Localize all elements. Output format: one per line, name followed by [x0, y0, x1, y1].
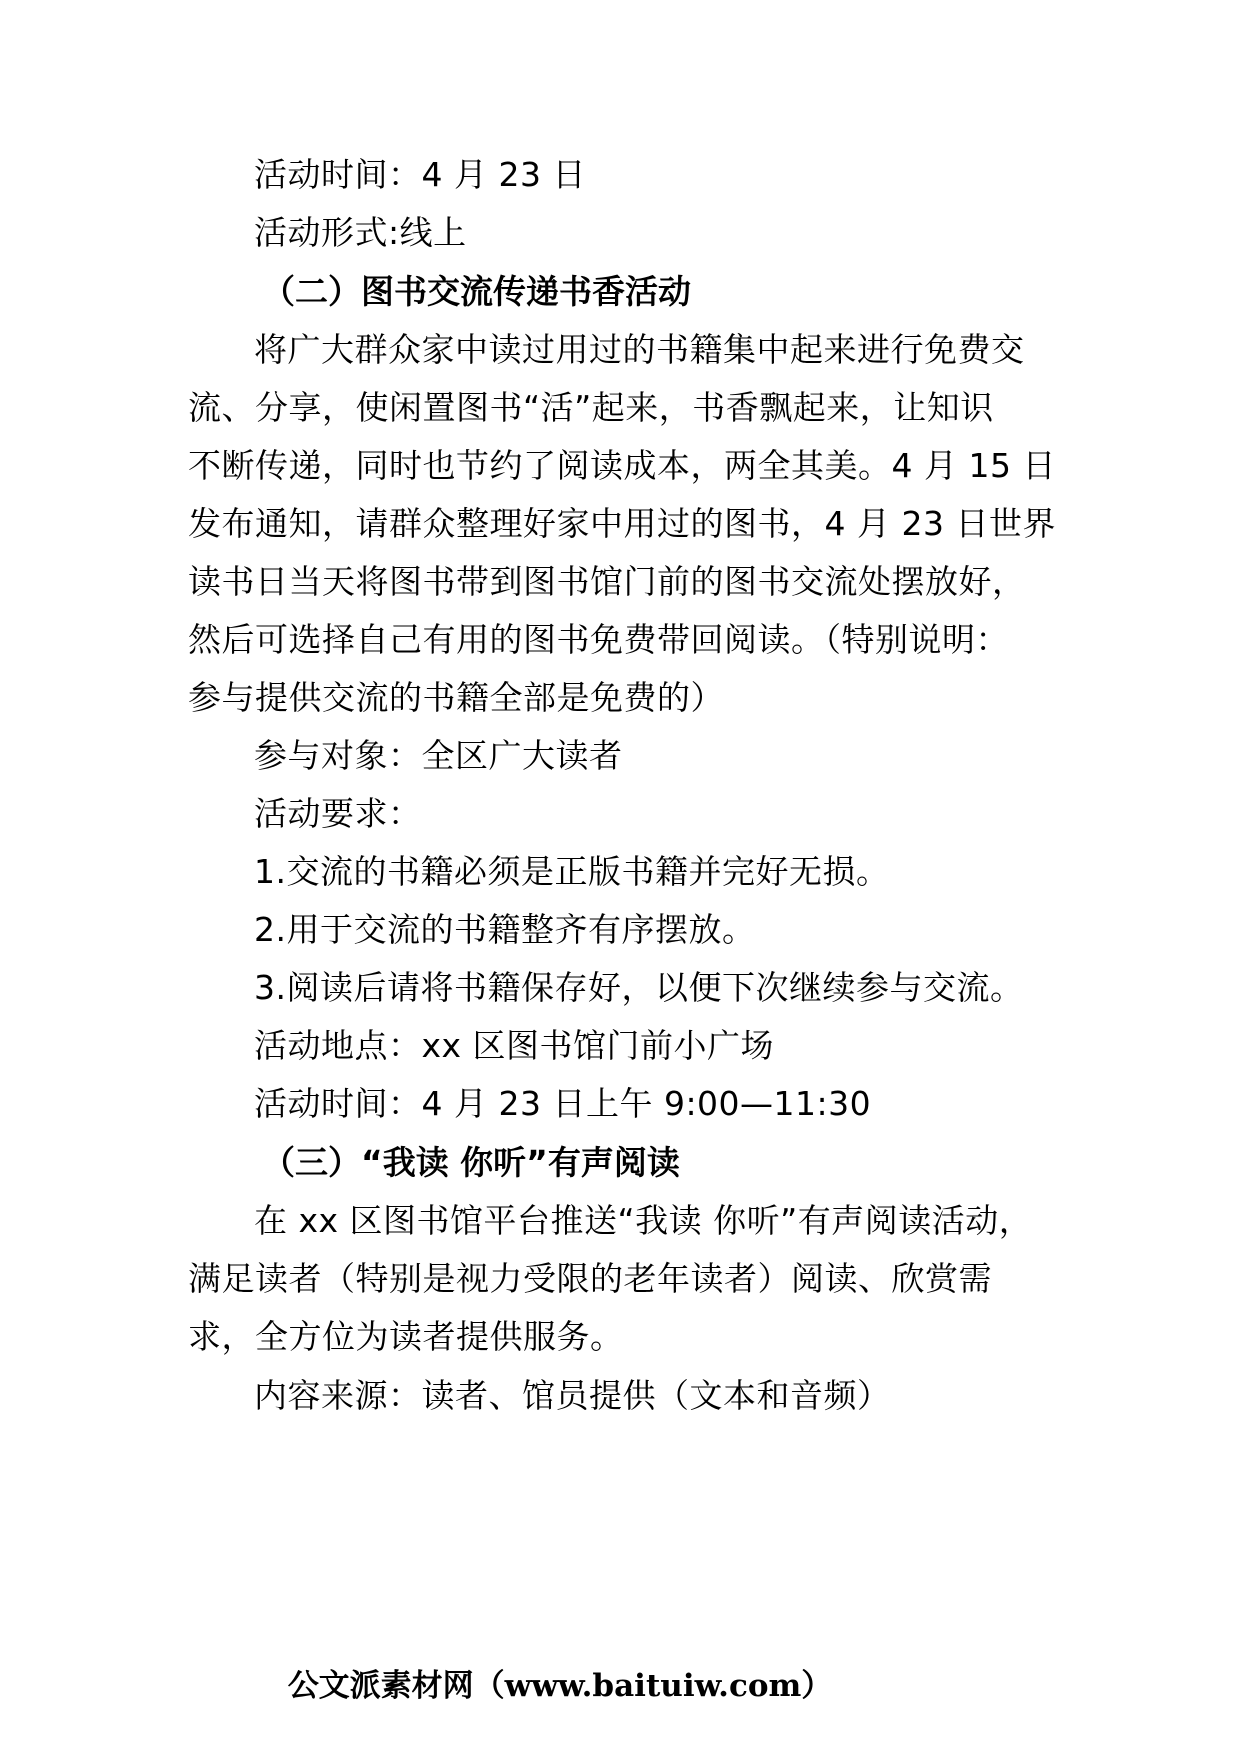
paragraph-line: 不断传递，同时也节约了阅读成本，两全其美。4 月 15 日 — [188, 446, 1056, 485]
paragraph-line: 读书日当天将图书带到图书馆门前的图书交流处摆放好， — [188, 562, 1026, 601]
requirement-item: 3.阅读后请将书籍保存好，以便下次继续参与交流。 — [254, 968, 1024, 1007]
paragraph-line: 发布通知，请群众整理好家中用过的图书，4 月 23 日世界 — [188, 504, 1056, 543]
content-source-line: 内容来源：读者、馆员提供（文本和音频） — [254, 1376, 891, 1415]
participants-line: 参与对象：全区广大读者 — [254, 736, 623, 775]
requirements-label: 活动要求： — [254, 794, 422, 833]
paragraph-line: 将广大群众家中读过用过的书籍集中起来进行免费交 — [254, 330, 1025, 369]
activity-format-line: 活动形式:线上 — [254, 213, 467, 252]
requirement-item: 2.用于交流的书籍整齐有序摆放。 — [254, 910, 756, 949]
paragraph-line: 流、分享，使闲置图书“活”起来，书香飘起来，让知识 — [188, 388, 994, 427]
section-heading-2: （二）图书交流传递书香活动 — [262, 272, 691, 311]
paragraph-line: 求，全方位为读者提供服务。 — [188, 1317, 624, 1356]
activity-time-line: 活动时间：4 月 23 日 — [254, 155, 586, 194]
paragraph-line: 然后可选择自己有用的图书免费带回阅读。（特别说明： — [188, 620, 1009, 659]
paragraph-line: 参与提供交流的书籍全部是免费的） — [188, 678, 724, 717]
paragraph-line: 在 xx 区图书馆平台推送“我读 你听”有声阅读活动， — [254, 1201, 1033, 1240]
section-heading-3: （三）“我读 你听”有声阅读 — [262, 1143, 680, 1182]
activity-time-line: 活动时间：4 月 23 日上午 9:00—11:30 — [254, 1084, 872, 1123]
requirement-item: 1.交流的书籍必须是正版书籍并完好无损。 — [254, 852, 890, 891]
paragraph-line: 满足读者（特别是视力受限的老年读者）阅读、欣赏需 — [188, 1259, 992, 1298]
activity-location-line: 活动地点：xx 区图书馆门前小广场 — [254, 1026, 775, 1065]
page-footer: 公文派素材网（www.baituiw.com） — [287, 1668, 833, 1704]
